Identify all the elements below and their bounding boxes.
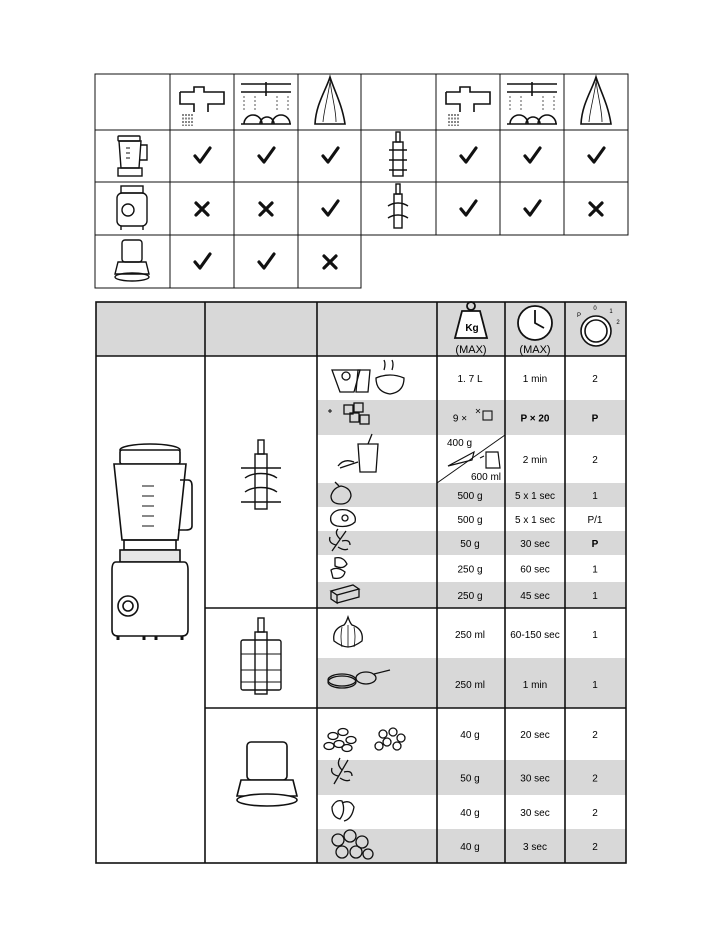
time-value: 30 sec (520, 539, 550, 550)
time-max-header (518, 306, 552, 356)
weight-unit: Kg (465, 323, 479, 334)
speed-value: 2 (592, 374, 598, 385)
tap-water-icon (446, 87, 490, 126)
time-value: 1 min (522, 680, 548, 691)
quantity-value: 250 ml (454, 630, 486, 641)
speed-value: 1 (592, 591, 598, 602)
check-mark (195, 254, 210, 268)
blade-unit-with-ring-icon (388, 184, 408, 228)
time-value: 20 sec (520, 730, 550, 741)
coffee-beans-icon (324, 728, 405, 752)
cross-mark (260, 203, 272, 215)
check-mark (195, 148, 210, 162)
smoothie-solid-qty: 400 g (447, 438, 473, 449)
max-weight-label: (MAX) (455, 344, 487, 356)
blender-jar-icon (118, 136, 147, 176)
check-mark (323, 148, 338, 162)
time-value: 5 x 1 sec (514, 491, 556, 502)
cloth-icon (581, 77, 611, 124)
tap-water-icon (180, 87, 224, 126)
quantity-value: 250 g (457, 591, 483, 602)
check-mark (259, 148, 274, 162)
time-value: 3 sec (523, 842, 547, 853)
dial-label-2: 2 (616, 320, 620, 326)
blender-blade-illustration (241, 440, 281, 509)
blade-unit-icon (389, 132, 407, 176)
quantity-value: 40 g (460, 842, 480, 853)
dishwasher-icon (507, 82, 557, 124)
speed-value: 2 (592, 730, 598, 741)
dial-label-1: 1 (609, 309, 613, 315)
quantity-value: 500 g (457, 515, 483, 526)
check-mark (259, 254, 274, 268)
speed-dial-icon (581, 316, 611, 346)
speed-value: P/1 (587, 515, 603, 526)
quantity-value: 250 g (457, 564, 483, 576)
dishwasher-icon (241, 82, 291, 124)
cross-mark (324, 256, 336, 268)
speed-value: 2 (592, 808, 598, 819)
quantity-value: 50 g (460, 773, 480, 785)
speed-value: 1 (592, 491, 598, 502)
time-value: 30 sec (520, 773, 550, 785)
check-mark (461, 201, 476, 215)
speed-value: 2 (592, 455, 598, 466)
mill-icon (115, 240, 149, 281)
cloth-icon (315, 77, 345, 124)
blender-appliance-illustration (112, 444, 192, 640)
dial-label-p: P (576, 313, 582, 319)
time-value: 45 sec (520, 591, 550, 602)
check-mark (589, 148, 604, 162)
time-value: 60-150 sec (510, 630, 560, 641)
check-mark (323, 201, 338, 215)
time-value: P × 20 (520, 413, 550, 425)
quantity-value: 500 g (457, 491, 483, 502)
mill-illustration (237, 742, 297, 806)
smoothie-quantity (447, 438, 501, 483)
speed-value: 2 (592, 842, 598, 853)
check-mark (461, 148, 476, 162)
cross-mark (196, 203, 208, 215)
cleaning-table (95, 74, 628, 288)
time-value: 30 sec (520, 808, 550, 819)
carrot-icon (448, 452, 474, 466)
time-value: 1 min (522, 374, 548, 385)
smoothie-icon (338, 434, 378, 472)
nuts-icon (331, 558, 347, 579)
blade-with-ring-illustration (241, 618, 281, 694)
max-time-label: (MAX) (519, 344, 551, 356)
clock-icon (518, 306, 552, 340)
time-value: 60 sec (520, 564, 550, 576)
quantity-value: 1. 7 L (457, 374, 483, 385)
check-mark (525, 201, 540, 215)
milk-jug-icon (480, 452, 500, 468)
drinks-soup-icon (332, 360, 404, 394)
garlic-icon (334, 617, 363, 647)
motor-unit-icon (117, 186, 147, 230)
cleaning-marks (195, 148, 604, 268)
dial-label-0: 0 (593, 306, 597, 312)
speed-value: 2 (592, 773, 598, 785)
quantity-value: 40 g (460, 808, 480, 819)
speed-value: P (591, 539, 599, 550)
quantity-value: 9 × (452, 413, 468, 425)
speed-value: 1 (592, 680, 598, 691)
time-value: 5 x 1 sec (514, 515, 556, 526)
smoothie-liquid-qty: 600 ml (471, 472, 502, 483)
quantity-value: 250 ml (454, 680, 486, 691)
speed-value: P (591, 413, 599, 425)
quantity-value: 50 g (460, 539, 480, 550)
time-value: 2 min (522, 455, 548, 466)
quantity-value: 40 g (460, 730, 480, 741)
meat-icon (331, 510, 356, 527)
spices-icon (332, 801, 354, 821)
check-mark (525, 148, 540, 162)
speed-value: 1 (592, 564, 598, 576)
cross-mark (590, 203, 602, 215)
cleaning-header-icons (180, 77, 611, 126)
speed-value: 1 (592, 630, 598, 641)
